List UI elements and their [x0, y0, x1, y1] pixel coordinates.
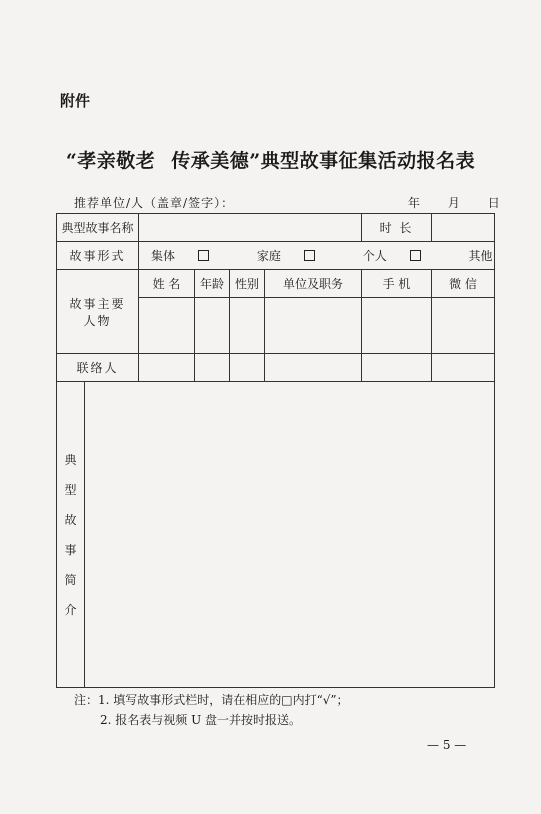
row-contact — [57, 354, 495, 382]
page-number: — 5 — — [427, 738, 467, 752]
people-org-field[interactable] — [265, 298, 362, 354]
title-part-1: “孝亲敬老 — [65, 150, 156, 172]
checkbox-collective[interactable] — [198, 250, 209, 261]
row-story-name — [57, 214, 495, 242]
summary-char: 事 — [64, 542, 77, 557]
option-family-label: 家庭 — [256, 249, 281, 263]
col-phone-header: 手 机 — [362, 270, 432, 298]
contact-name-field[interactable] — [139, 354, 195, 382]
contact-age-field[interactable] — [195, 354, 230, 382]
story-form-label: 故事形式 — [57, 242, 139, 270]
recommender-label: 推荐单位/人（盖章/签字）： — [74, 196, 235, 210]
contact-org-field[interactable] — [265, 354, 362, 382]
summary-char: 介 — [64, 602, 77, 617]
col-age-header: 年龄 — [195, 270, 230, 298]
registration-form-table — [56, 213, 495, 688]
people-age-field[interactable] — [195, 298, 230, 354]
people-gender-field[interactable] — [230, 298, 265, 354]
main-people-label-line2: 人物 — [83, 313, 112, 328]
note-line-2: 2. 报名表与视频 U 盘一并按时报送。 — [100, 713, 302, 727]
duration-label: 时 长 — [362, 214, 432, 242]
date-line — [408, 194, 500, 211]
story-name-label: 典型故事名称 — [57, 214, 139, 242]
date-month: 月 — [447, 196, 460, 210]
option-other[interactable] — [469, 249, 495, 263]
title-part-2: 传承美德”典型故事征集活动报名表 — [171, 150, 476, 172]
people-wechat-field[interactable] — [432, 298, 495, 354]
option-collective-label: 集体 — [151, 249, 176, 263]
col-org-header: 单位及职务 — [265, 270, 362, 298]
checkbox-family[interactable] — [304, 250, 315, 261]
people-phone-field[interactable] — [362, 298, 432, 354]
row-story-form — [57, 242, 495, 270]
summary-char: 简 — [64, 572, 77, 587]
row-people-header — [57, 270, 495, 298]
contact-gender-field[interactable] — [230, 354, 265, 382]
option-collective[interactable] — [151, 249, 231, 263]
people-name-field[interactable] — [139, 298, 195, 354]
form-title — [0, 146, 541, 173]
notes — [74, 690, 349, 730]
col-name-header: 姓 名 — [139, 270, 195, 298]
main-people-label — [57, 270, 139, 354]
option-individual[interactable] — [363, 249, 443, 263]
date-day: 日 — [487, 196, 500, 210]
summary-char: 典 — [64, 452, 77, 467]
row-summary — [57, 382, 495, 688]
main-people-label-line1: 故事主要 — [69, 296, 126, 311]
story-form-options — [139, 242, 495, 270]
duration-field[interactable] — [432, 214, 495, 242]
summary-char: 故 — [64, 512, 77, 527]
option-individual-label: 个人 — [362, 249, 387, 263]
summary-field[interactable] — [85, 382, 495, 688]
option-other-label: 其他 — [468, 249, 493, 263]
contact-phone-field[interactable] — [362, 354, 432, 382]
note-line-1: 注：1. 填写故事形式栏时，请在相应的□内打“√”； — [74, 693, 349, 707]
checkbox-individual[interactable] — [410, 250, 421, 261]
summary-char: 型 — [64, 482, 77, 497]
contact-wechat-field[interactable] — [432, 354, 495, 382]
date-year: 年 — [408, 196, 421, 210]
summary-label — [57, 382, 85, 688]
attachment-label: 附件 — [60, 92, 91, 110]
contact-label: 联络人 — [57, 354, 139, 382]
option-family[interactable] — [257, 249, 337, 263]
col-gender-header: 性别 — [230, 270, 265, 298]
col-wechat-header: 微 信 — [432, 270, 495, 298]
story-name-field[interactable] — [139, 214, 362, 242]
